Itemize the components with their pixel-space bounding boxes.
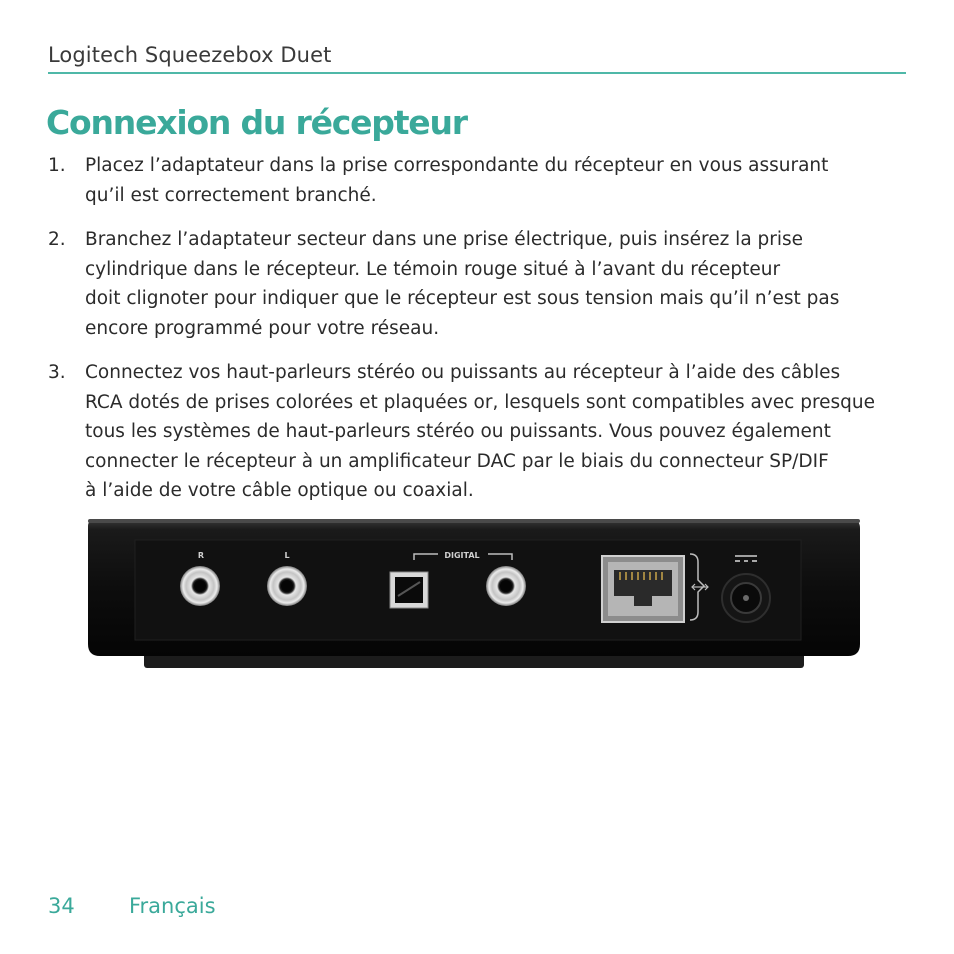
receiver-rear-panel-image	[80, 516, 866, 670]
step-number: 2.	[48, 229, 66, 250]
ethernet-port	[602, 556, 684, 622]
rca-jack-right	[180, 566, 220, 606]
step-text	[85, 151, 905, 210]
label-r: R	[197, 551, 205, 560]
step-line: cylindrique dans le récepteur. Le témoin rouge situé à l’avant du récepteur	[85, 258, 781, 280]
step-line: qu’il est correctement branché.	[85, 184, 377, 206]
step-line: doit clignoter pour indiquer que le récepteur est sous tension mais qu’il n’est pas	[85, 288, 840, 309]
step-line: RCA dotés de prises colorées et plaquées or, lesquels sont compatibles avec presque	[85, 391, 876, 413]
rca-jack-left	[267, 566, 307, 606]
step-line: à l’aide de votre câble optique ou coaxial.	[85, 480, 474, 501]
label-l: L	[284, 551, 290, 560]
label-digital: DIGITAL	[444, 551, 480, 560]
step-item	[0, 358, 954, 506]
header-rule	[48, 72, 906, 74]
step-line: connecter le récepteur à un amplificateur DAC par le biais du connecteur SP/DIF	[85, 450, 829, 472]
step-text	[85, 358, 905, 506]
step-line: Branchez l’adaptateur secteur dans une prise électrique, puis insérez la prise	[85, 229, 804, 250]
page-title: Connexion du récepteur	[46, 103, 467, 142]
step-line: tous les systèmes de haut-parleurs stéréo ou puissants. Vous pouvez également	[85, 421, 831, 442]
step-number: 3.	[48, 362, 66, 383]
running-head: Logitech Squeezebox Duet	[48, 43, 332, 67]
coaxial-jack	[486, 566, 526, 606]
page-number: 34	[48, 894, 75, 918]
step-number: 1.	[48, 155, 66, 176]
step-line: encore programmé pour votre réseau.	[85, 317, 440, 339]
step-text	[85, 225, 905, 343]
optical-port	[390, 572, 428, 608]
dc-power-jack	[722, 574, 770, 622]
steps-list	[0, 151, 954, 506]
step-item	[0, 225, 954, 343]
step-line: Placez l’adaptateur dans la prise correspondante du récepteur en vous assurant	[85, 155, 829, 176]
step-line: Connectez vos haut-parleurs stéréo ou puissants au récepteur à l’aide des câbles	[85, 362, 841, 383]
step-item	[0, 151, 954, 210]
footer-language: Français	[129, 894, 216, 918]
